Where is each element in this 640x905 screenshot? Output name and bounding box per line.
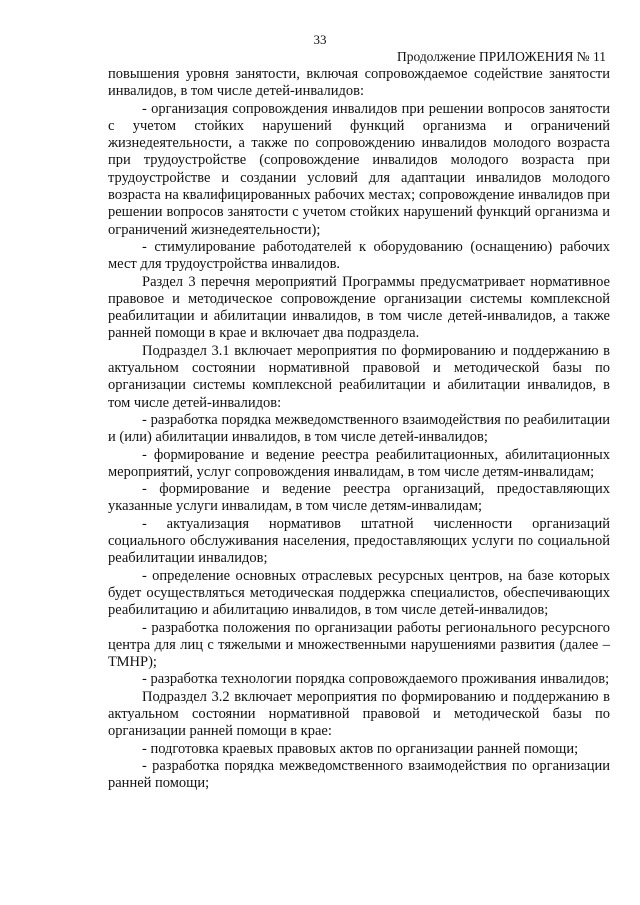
list-item: - разработка положения по организации работы регионального ресурсного центра для лиц с тяжелыми и множественными нарушениями развития (далее – ТМНР); (108, 619, 610, 671)
appendix-continuation-note: Продолжение ПРИЛОЖЕНИЯ № 11 (396, 49, 606, 64)
paragraph-section-3: Раздел 3 перечня мероприятий Программы предусматривает нормативное правовое и методическое сопровождение организации системы комплексной реабилитации и абилитации инвалидов, в том числе детей-инвалидов, а также ранней помощи в крае и включает два подраздела. (108, 273, 610, 342)
list-item: - подготовка краевых правовых актов по организации ранней помощи; (142, 740, 579, 757)
paragraph-subsection-3-1: Подраздел 3.1 включает мероприятия по формированию и поддержанию в актуальном состоянии нормативной правовой и методической базы по организации системы комплексной реабилитации и абилитации инвалидов, в том числе детей-инвалидов: (108, 342, 610, 411)
document-body (108, 66, 610, 792)
list-item: - разработка технологии порядка сопровождаемого проживания инвалидов; (142, 671, 610, 688)
paragraph-continuation: повышения уровня занятости, включая сопровождаемое содействие занятости инвалидов, в том числе детей-инвалидов: (108, 66, 610, 100)
paragraph-subsection-3-2: Подраздел 3.2 включает мероприятия по формированию и поддержанию в актуальном состоянии нормативной правовой и методической базы по организации ранней помощи в крае: (108, 688, 610, 740)
list-item: - актуализация нормативов штатной численности организаций социального обслуживания населения, предоставляющих услуги по социальной реабилитации инвалидов; (108, 515, 610, 567)
list-item: - разработка порядка межведомственного взаимодействия по организации ранней помощи; (108, 757, 610, 792)
list-item: - организация сопровождения инвалидов при решении вопросов занятости с учетом стойких нарушений функций организма и ограничений жизнедеятельности, а также по сопровождению инвалидов молодого возраста при трудоустройстве (сопровождение инвалидов молодого возраста при трудоустройстве и создании условий для адаптации инвалидов молодого возраста на квалифицированных рабочих местах; сопровождение инвалидов при решении вопросов занятости с учетом стойких нарушений функций организма и ограничений жизнедеятельности); (108, 100, 610, 238)
list-item: - формирование и ведение реестра реабилитационных, абилитационных мероприятий, услуг сопровождения инвалидам, в том числе детям-инвалидам; (108, 446, 610, 480)
list-item: - разработка порядка межведомственного взаимодействия по реабилитации и (или) абилитации инвалидов, в том числе детей-инвалидов; (108, 411, 610, 446)
page-number: 33 (313, 32, 327, 47)
list-item: - стимулирование работодателей к оборудованию (оснащению) рабочих мест для трудоустройства инвалидов. (108, 238, 610, 273)
list-item: - определение основных отраслевых ресурсных центров, на базе которых будет осуществляться методическая поддержка специалистов, обеспечивающих реабилитацию и абилитацию инвалидов, в том числе детей-инвалидов; (108, 567, 610, 619)
list-item: - формирование и ведение реестра организаций, предоставляющих указанные услуги инвалидам, в том числе детям-инвалидам; (108, 481, 610, 515)
